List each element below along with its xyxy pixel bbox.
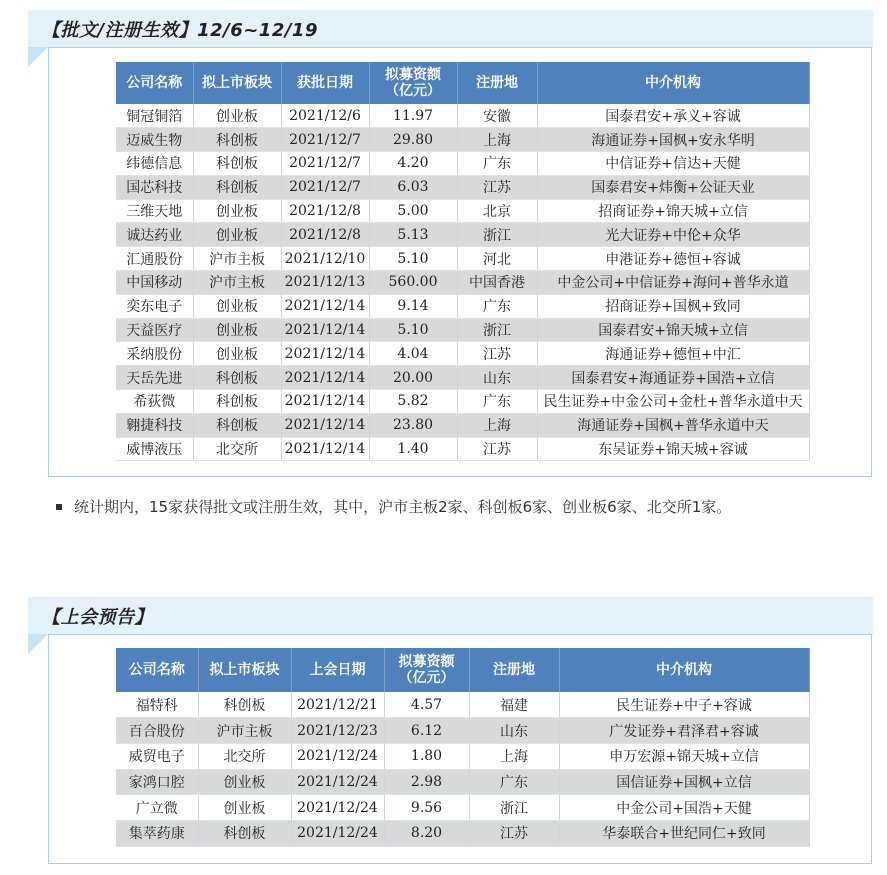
- column-header: 拟募资额 （亿元）: [369, 62, 457, 104]
- column-header: 中介机构: [537, 62, 809, 104]
- table-cell: 民生证券+中金公司+金杜+普华永道中天: [537, 390, 809, 414]
- table-cell: 天岳先进: [116, 366, 193, 390]
- table-cell: 2.98: [384, 769, 469, 795]
- table-cell: 沪市主板: [198, 718, 291, 744]
- table-cell: 河北: [457, 247, 537, 271]
- table-cell: 中金公司+中信证券+海问+普华永道: [537, 271, 809, 295]
- table-cell: 科创板: [193, 390, 281, 414]
- table-cell: 创业板: [193, 294, 281, 318]
- table-cell: 申万宏源+锦天城+立信: [559, 743, 809, 769]
- column-header: 注册地: [469, 648, 559, 692]
- approvals-table: [116, 62, 810, 461]
- table-cell: 海通证券+国枫+普华永道中天: [537, 413, 809, 437]
- table-cell: 2021/12/24: [291, 769, 384, 795]
- table-cell: 国泰君安+承义+容诚: [537, 104, 809, 128]
- table-cell: 科创板: [198, 820, 291, 846]
- column-header: 注册地: [457, 62, 537, 104]
- table-cell: 5.10: [369, 318, 457, 342]
- table-cell: 4.20: [369, 152, 457, 176]
- table-cell: 2021/12/14: [281, 294, 369, 318]
- table-row: [116, 795, 809, 821]
- section-corner-decoration: [28, 634, 48, 654]
- table-cell: 中国移动: [116, 271, 193, 295]
- column-header: 中介机构: [559, 648, 809, 692]
- table-cell: 2021/12/6: [281, 104, 369, 128]
- table-row: [116, 390, 809, 414]
- column-header: 公司名称: [116, 62, 193, 104]
- table-cell: 浙江: [457, 318, 537, 342]
- table-cell: 福建: [469, 692, 559, 718]
- section-corner-decoration: [28, 47, 48, 67]
- table-row: [116, 366, 809, 390]
- table-row: [116, 271, 809, 295]
- table-cell: 纬德信息: [116, 152, 193, 176]
- table-cell: 江苏: [457, 342, 537, 366]
- table-cell: 1.40: [369, 437, 457, 461]
- table-cell: 北交所: [193, 437, 281, 461]
- bullet-icon: [56, 504, 62, 510]
- table-cell: 中信证券+信达+天健: [537, 152, 809, 176]
- table-cell: 2021/12/14: [281, 342, 369, 366]
- table-cell: 希荻微: [116, 390, 193, 414]
- table-row: [116, 692, 809, 718]
- table-cell: 浙江: [469, 795, 559, 821]
- table-header-row: [116, 62, 809, 104]
- table-cell: 天益医疗: [116, 318, 193, 342]
- table-cell: 2021/12/7: [281, 175, 369, 199]
- table-cell: 2021/12/8: [281, 199, 369, 223]
- table-row: [116, 223, 809, 247]
- section-title-approvals: 【批文/注册生效】12/6~12/19: [42, 19, 318, 41]
- table-cell: 集萃药康: [116, 820, 198, 846]
- table-row: [116, 152, 809, 176]
- table-cell: 创业板: [193, 342, 281, 366]
- table-cell: 2021/12/21: [291, 692, 384, 718]
- table-cell: 8.20: [384, 820, 469, 846]
- table-cell: 广东: [457, 152, 537, 176]
- table-row: [116, 199, 809, 223]
- table-cell: 2021/12/7: [281, 152, 369, 176]
- table-cell: 科创板: [193, 128, 281, 152]
- table-header-row: [116, 648, 809, 692]
- table-cell: 江苏: [469, 820, 559, 846]
- table-cell: 2021/12/14: [281, 390, 369, 414]
- table-cell: 科创板: [198, 692, 291, 718]
- table-cell: 民生证券+中子+容诚: [559, 692, 809, 718]
- table-cell: 2021/12/8: [281, 223, 369, 247]
- table-cell: 5.13: [369, 223, 457, 247]
- table-cell: 科创板: [193, 413, 281, 437]
- table-cell: 申港证券+德恒+容诚: [537, 247, 809, 271]
- table-row: [116, 718, 809, 744]
- table-cell: 4.04: [369, 342, 457, 366]
- summary-text: 统计期内，15家获得批文或注册生效，其中，沪市主板2家、科创板6家、创业板6家、北交所1家。: [74, 498, 732, 516]
- table-cell: 创业板: [198, 795, 291, 821]
- table-cell: 2021/12/10: [281, 247, 369, 271]
- table-cell: 2021/12/14: [281, 437, 369, 461]
- table-cell: 国泰君安+炜衡+公证天业: [537, 175, 809, 199]
- table-cell: 诚达药业: [116, 223, 193, 247]
- table-cell: 29.80: [369, 128, 457, 152]
- table-cell: 上海: [469, 743, 559, 769]
- table-cell: 铜冠铜箔: [116, 104, 193, 128]
- table-cell: 北交所: [198, 743, 291, 769]
- table-cell: 2021/12/14: [281, 366, 369, 390]
- table-cell: 2021/12/13: [281, 271, 369, 295]
- table-cell: 2021/12/24: [291, 795, 384, 821]
- table-cell: 广东: [469, 769, 559, 795]
- table-cell: 中金公司+国浩+天健: [559, 795, 809, 821]
- table-cell: 百合股份: [116, 718, 198, 744]
- table-row: [116, 820, 809, 846]
- table-cell: 20.00: [369, 366, 457, 390]
- table-cell: 招商证券+国枫+致同: [537, 294, 809, 318]
- table-cell: 沪市主板: [193, 271, 281, 295]
- table-cell: 9.14: [369, 294, 457, 318]
- table-row: [116, 104, 809, 128]
- table-cell: 科创板: [193, 152, 281, 176]
- table-row: [116, 175, 809, 199]
- table-cell: 迈威生物: [116, 128, 193, 152]
- table-cell: 国泰君安+海通证券+国浩+立信: [537, 366, 809, 390]
- table-cell: 东吴证券+锦天城+容诚: [537, 437, 809, 461]
- table-cell: 国泰君安+锦天城+立信: [537, 318, 809, 342]
- table-cell: 安徽: [457, 104, 537, 128]
- column-header: 拟上市板块: [193, 62, 281, 104]
- table-cell: 汇通股份: [116, 247, 193, 271]
- table-cell: 上海: [457, 128, 537, 152]
- table-cell: 2021/12/24: [291, 743, 384, 769]
- table-cell: 海通证券+国枫+安永华明: [537, 128, 809, 152]
- table-row: [116, 413, 809, 437]
- table-cell: 科创板: [193, 175, 281, 199]
- table-cell: 中国香港: [457, 271, 537, 295]
- table-cell: 山东: [457, 366, 537, 390]
- table-cell: 采纳股份: [116, 342, 193, 366]
- summary-note: [56, 491, 876, 523]
- column-header: 拟上市板块: [198, 648, 291, 692]
- table-cell: 海通证券+德恒+中汇: [537, 342, 809, 366]
- table-cell: 广立微: [116, 795, 198, 821]
- table-cell: 创业板: [193, 104, 281, 128]
- section-header-meetings: [28, 597, 873, 634]
- table-row: [116, 342, 809, 366]
- table-cell: 2021/12/14: [281, 318, 369, 342]
- table-row: [116, 247, 809, 271]
- table-cell: 560.00: [369, 271, 457, 295]
- table-cell: 奕东电子: [116, 294, 193, 318]
- table-cell: 华泰联合+世纪同仁+致同: [559, 820, 809, 846]
- table-cell: 6.03: [369, 175, 457, 199]
- column-header: 拟募资额 （亿元）: [384, 648, 469, 692]
- table-cell: 创业板: [193, 199, 281, 223]
- table-cell: 5.00: [369, 199, 457, 223]
- table-cell: 23.80: [369, 413, 457, 437]
- table-cell: 创业板: [198, 769, 291, 795]
- table-cell: 福特科: [116, 692, 198, 718]
- table-cell: 5.82: [369, 390, 457, 414]
- section-header-approvals: [28, 10, 873, 47]
- table-row: [116, 318, 809, 342]
- section-title-meetings: 【上会预告】: [42, 606, 153, 628]
- table-cell: 北京: [457, 199, 537, 223]
- table-cell: 11.97: [369, 104, 457, 128]
- column-header: 上会日期: [291, 648, 384, 692]
- table-cell: 科创板: [193, 366, 281, 390]
- table-cell: 5.10: [369, 247, 457, 271]
- table-cell: 国信证券+国枫+立信: [559, 769, 809, 795]
- table-cell: 江苏: [457, 175, 537, 199]
- table-cell: 9.56: [384, 795, 469, 821]
- table-cell: 2021/12/7: [281, 128, 369, 152]
- table-cell: 创业板: [193, 223, 281, 247]
- table-cell: 翱捷科技: [116, 413, 193, 437]
- table-cell: 浙江: [457, 223, 537, 247]
- table-cell: 三维天地: [116, 199, 193, 223]
- column-header: 公司名称: [116, 648, 198, 692]
- table-cell: 沪市主板: [193, 247, 281, 271]
- table-cell: 江苏: [457, 437, 537, 461]
- table-cell: 2021/12/23: [291, 718, 384, 744]
- table-cell: 创业板: [193, 318, 281, 342]
- table-row: [116, 743, 809, 769]
- table-cell: 4.57: [384, 692, 469, 718]
- table-cell: 家鸿口腔: [116, 769, 198, 795]
- table-row: [116, 769, 809, 795]
- table-cell: 广东: [457, 390, 537, 414]
- table-cell: 广东: [457, 294, 537, 318]
- table-cell: 光大证券+中伦+众华: [537, 223, 809, 247]
- table-row: [116, 294, 809, 318]
- table-row: [116, 437, 809, 461]
- table-cell: 山东: [469, 718, 559, 744]
- table-row: [116, 128, 809, 152]
- table-cell: 国芯科技: [116, 175, 193, 199]
- table-cell: 6.12: [384, 718, 469, 744]
- table-cell: 招商证券+锦天城+立信: [537, 199, 809, 223]
- table-cell: 2021/12/14: [281, 413, 369, 437]
- table-cell: 广发证券+君泽君+容诚: [559, 718, 809, 744]
- table-cell: 威贸电子: [116, 743, 198, 769]
- meetings-table: [116, 648, 810, 847]
- table-cell: 上海: [457, 413, 537, 437]
- column-header: 获批日期: [281, 62, 369, 104]
- table-cell: 威博液压: [116, 437, 193, 461]
- table-cell: 2021/12/24: [291, 820, 384, 846]
- table-cell: 1.80: [384, 743, 469, 769]
